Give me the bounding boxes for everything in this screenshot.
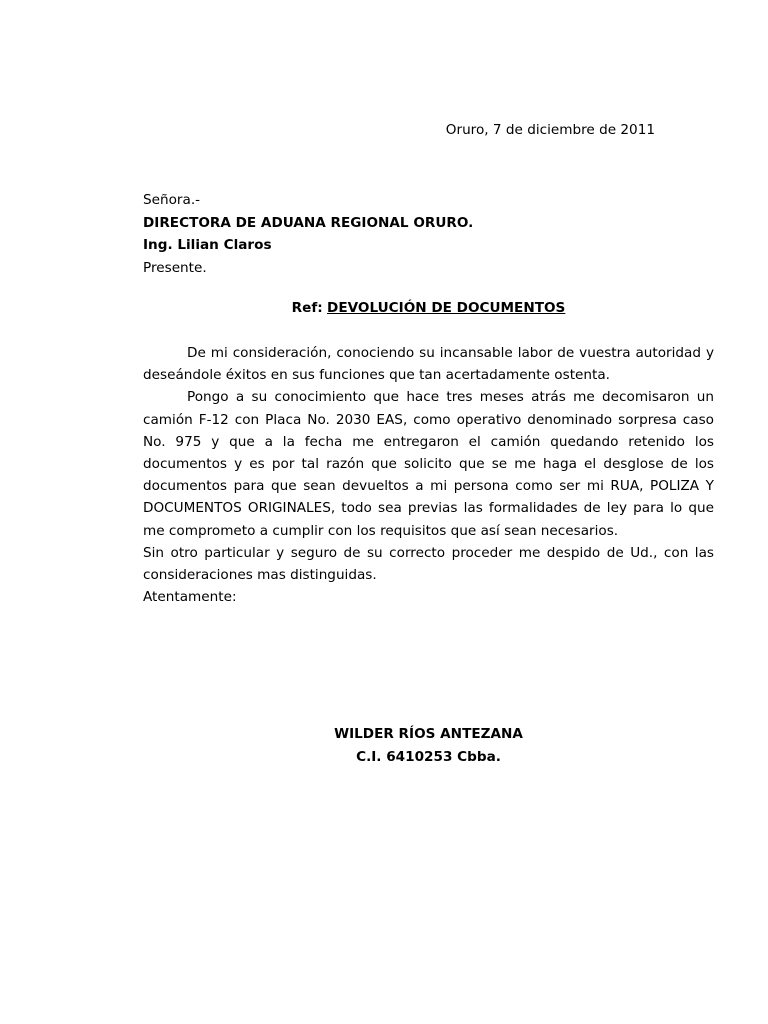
- recipient-name: Ing. Lilian Claros: [143, 237, 272, 254]
- reference-line: [143, 298, 714, 318]
- paragraph-valediction: Atentamente:: [143, 589, 237, 606]
- letter-body: [143, 342, 714, 608]
- paragraph-greeting: De mi consideración, conociendo su incansable labor de vuestra autoridad y deseándole éxitos en sus funciones que tan acertadamente ostenta.: [143, 345, 714, 384]
- recipient-title: DIRECTORA DE ADUANA REGIONAL ORURO.: [143, 214, 474, 231]
- signature-block: [143, 723, 714, 768]
- recipient-block: [143, 189, 473, 279]
- presente-line: Presente.: [143, 259, 207, 276]
- ref-label: Ref:: [291, 300, 323, 316]
- salutation: Señora.-: [143, 192, 201, 208]
- signer-id: C.I. 6410253 Cbba.: [356, 748, 501, 765]
- ref-subject: DEVOLUCIÓN DE DOCUMENTOS: [327, 300, 566, 316]
- paragraph-request: Pongo a su conocimiento que hace tres meses atrás me decomisaron un camión F-12 con Placa No. 2030 EAS, como operativo denominado sorpresa caso No. 975 y que a la fecha me entregaron el camión quedando retenido los documentos y es por tal razón que solicito que se me haga el desglose de los documentos para que sean devueltos a mi persona como ser mi RUA, POLIZA Y DOCUMENTOS ORIGINALES, todo sea previas las formalidades de ley para lo que me comprometo a cumplir con los requisitos que así sean necesarios.: [143, 389, 714, 539]
- paragraph-closing: Sin otro particular y seguro de su correcto proceder me despido de Ud., con las consideraciones mas distinguidas.: [143, 544, 714, 584]
- signer-name: WILDER RÍOS ANTEZANA: [334, 726, 523, 742]
- date-line: Oruro, 7 de diciembre de 2011: [445, 122, 655, 138]
